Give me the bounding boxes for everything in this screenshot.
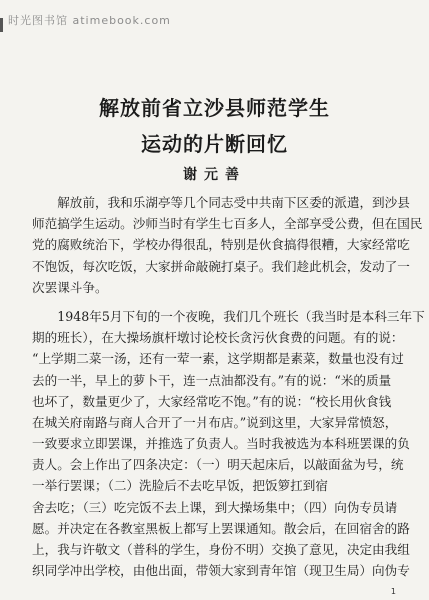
text-line: 一致要求立即罢课，并推选了负责人。当时我被选为本科班罢课的负 — [32, 436, 410, 452]
author-name: 谢元善 — [183, 167, 246, 183]
text-line: 也坏了，数量更少了，大家经常吃不饱。”有的说：“校长用伙食钱 — [32, 393, 392, 409]
scan-edge-mark — [0, 18, 3, 32]
article-title-line-1: 解放前省立沙县师范学生 — [99, 96, 330, 120]
article-body — [32, 192, 425, 581]
text-line: 舍去吃；（三）吃完饭不去上课，到大操场集中；（四）向伪专员请 — [32, 499, 398, 515]
text-line: 解放前，我和乐湖亭等几个同志受中共南下区委的派遣，到沙县 — [32, 195, 410, 210]
text-line: 师范搞学生运动。沙师当时有学生七百多人，全部享受公费，但在国民 — [32, 216, 423, 232]
text-line: 愿。并决定在各教室黑板上都写上罢课通知。散会后，在回宿舍的路 — [32, 520, 410, 536]
text-line: 次罢课斗争。 — [32, 279, 108, 295]
text-line: 去的一半，早上的萝卜干，连一点油都没有。”有的说：“米的质量 — [32, 372, 392, 388]
text-line: 织同学冲出学校，由他出面，带领大家到青年馆（现卫生局）向伪专 — [32, 563, 410, 579]
text-line: 不饱饭，每次吃饭，大家拼命敲碗打桌子。我们趁此机会，发动了一 — [32, 258, 410, 274]
text-line: 责人。会上作出了四条决定：（一）明天起床后，以敲面盆为号，统 — [32, 457, 404, 473]
text-line: 党的腐败统治下，学校办得很乱，特别是伙食搞得很糟，大家经常吃 — [32, 237, 410, 253]
page-number: 1 — [390, 587, 396, 596]
text-line: 期的班长），在大操场旗杆墩讨论校长贪污伙食费的问题。有的说： — [32, 330, 404, 346]
text-line: “上学期二菜一汤，还有一荤一素，这学期都是素菜，数量也没有过 — [32, 351, 404, 367]
paragraph-gap — [32, 298, 402, 306]
text-line: 1948年5月下旬的一个夜晚，我们几个班长（我当时是本科三年下 — [32, 308, 425, 324]
watermark: 时光图书馆 atimebook.com — [8, 14, 171, 27]
paragraph — [32, 192, 423, 298]
text-line: 在城关府南路与商人合开了一爿布店。”说到这里，大家异常愤怒， — [32, 414, 398, 430]
text-line: 一举行罢课；（二）洗脸后不去吃早饭，把饭箩扛到宿 — [32, 478, 328, 494]
article-title-line-2: 运动的片断回忆 — [141, 132, 288, 156]
paragraph — [32, 306, 425, 581]
text-line: 上，我与许敬文（普科的学生，身份不明）交换了意见，决定由我组 — [32, 542, 410, 557]
